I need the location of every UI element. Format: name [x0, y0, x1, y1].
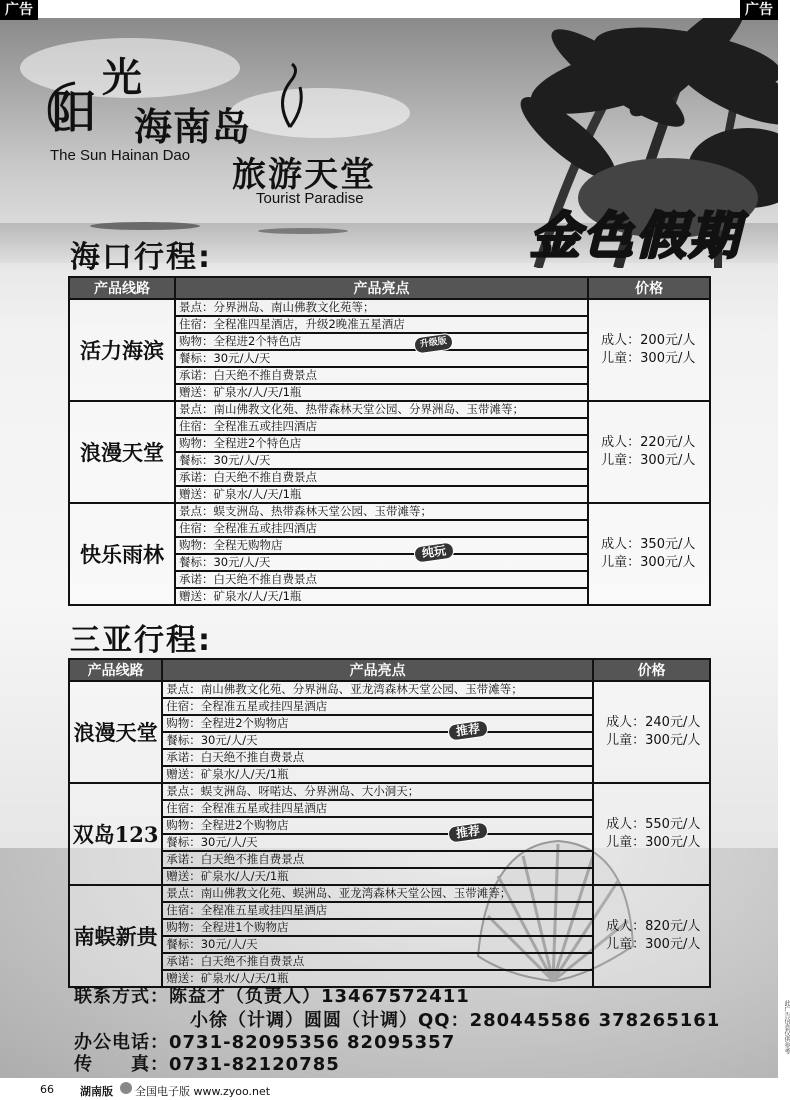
side-note: 此广告信息仅供参考: [783, 1000, 790, 1054]
adult-price: 成人：820元/人: [606, 919, 701, 934]
route-badge: 推荐: [447, 719, 489, 741]
route-price: [588, 503, 710, 605]
route-highlight: [162, 953, 593, 970]
adult-price: 成人：350元/人: [601, 537, 696, 552]
route-highlight: [162, 834, 593, 851]
route-highlight: [175, 537, 588, 561]
highlight-text: 住宿：全程准五或挂四酒店: [178, 521, 317, 535]
sanya-route-table: [68, 658, 711, 988]
flourish-ornament: [270, 62, 310, 132]
child-price: 儿童：300元/人: [606, 733, 701, 748]
route-name: 活力海滨: [69, 299, 175, 401]
route-highlight: [162, 817, 593, 841]
golden-holiday-title: 金色假期: [530, 206, 742, 265]
header-route: 产品线路: [69, 659, 162, 681]
page-number: 66: [40, 1083, 54, 1096]
highlight-text: 购物：全程无购物店: [178, 538, 283, 552]
contact-line: 小徐（计调）圆圆（计调）QQ：280445586 378265161: [190, 1010, 721, 1031]
highlight-text: 住宿：全程准五或挂四酒店: [178, 419, 317, 433]
logo-icon: [120, 1082, 132, 1094]
route-price: [588, 401, 710, 503]
highlight-text: 购物：全程进2个购物店: [166, 818, 289, 832]
highlight-text: 赠送：矿泉水/人/天/1瓶: [166, 767, 289, 781]
highlight-text: 餐标：30元/人/天: [166, 937, 258, 951]
edition-label: 湖南版: [80, 1085, 113, 1098]
island: [258, 228, 348, 234]
table-row: [69, 681, 710, 698]
highlight-text: 景点：分界洲岛、南山佛教文化苑等；: [178, 300, 375, 314]
header-price: 价格: [588, 277, 710, 299]
island: [90, 222, 200, 230]
highlight-text: 景点：南山佛教文化苑、蜈洲岛、亚龙湾森林天堂公园、玉带滩等；: [166, 886, 512, 900]
child-price: 儿童：300元/人: [601, 555, 696, 570]
logo-hainan: 海南岛: [134, 104, 252, 149]
child-price: 儿童：300元/人: [601, 351, 696, 366]
highlight-text: 住宿：全程准五星或挂四星酒店: [166, 699, 328, 713]
highlight-text: 景点：南山佛教文化苑、分界洲岛、亚龙湾森林天堂公园、玉带滩等；: [166, 682, 523, 696]
ad-label: 广告: [0, 0, 38, 20]
route-name: 双岛123: [69, 783, 162, 885]
highlight-text: 住宿：全程准四星酒店，升级2晚准五星酒店: [178, 317, 405, 331]
highlight-text: 赠送：矿泉水/人/天/1瓶: [166, 971, 289, 985]
header-price: 价格: [593, 659, 710, 681]
route-name: 快乐雨林: [69, 503, 175, 605]
route-highlight: [162, 783, 593, 800]
highlight-text: 景点：南山佛教文化苑、热带森林天堂公园、分界洲岛、玉带滩等；: [178, 402, 524, 416]
national-edition-link[interactable]: 全国电子版 www.zyoo.net: [135, 1085, 271, 1098]
child-price: 儿童：300元/人: [601, 453, 696, 468]
route-highlight: [175, 350, 588, 367]
highlight-text: 餐标：30元/人/天: [178, 555, 271, 569]
route-highlight: [175, 503, 588, 520]
route-price: [593, 783, 710, 885]
highlight-text: 住宿：全程准五星或挂四星酒店: [166, 801, 328, 815]
highlight-text: 承诺：白天绝不推自费景点: [178, 470, 317, 484]
route-highlight: [162, 681, 593, 698]
route-badge: 推荐: [447, 821, 489, 843]
logo-char-yang: 阳: [52, 87, 96, 138]
route-highlight: [162, 936, 593, 953]
route-highlight: [175, 333, 588, 350]
highlight-text: 餐标：30元/人/天: [178, 453, 271, 467]
route-name: 浪漫天堂: [69, 401, 175, 503]
route-badge: 升级版: [413, 332, 454, 354]
highlight-text: 景点：蜈支洲岛、热带森林天堂公园、玉带滩等；: [178, 504, 432, 518]
route-badge: 纯玩: [413, 541, 455, 563]
adult-price: 成人：240元/人: [606, 715, 701, 730]
highlight-text: 购物：全程进2个购物店: [166, 716, 289, 730]
route-highlight: [175, 452, 588, 469]
highlight-text: 购物：全程进2个特色店: [178, 436, 302, 450]
highlight-text: 赠送：矿泉水/人/天/1瓶: [178, 589, 302, 603]
highlight-text: 餐标：30元/人/天: [166, 733, 258, 747]
header-route: 产品线路: [69, 277, 175, 299]
header-highlights: 产品亮点: [175, 277, 588, 299]
route-highlight: [162, 698, 593, 715]
logo-tourist-paradise: 旅游天堂: [232, 155, 376, 195]
logo-char-guang: 光: [102, 54, 142, 101]
highlight-text: 赠送：矿泉水/人/天/1瓶: [166, 869, 289, 883]
highlight-text: 承诺：白天绝不推自费景点: [178, 572, 317, 586]
office-phone: 办公电话：0731-82095356 82095357: [74, 1032, 456, 1053]
route-highlight: [175, 469, 588, 486]
route-highlight: [175, 571, 588, 588]
highlight-text: 承诺：白天绝不推自费景点: [166, 750, 305, 764]
highlight-text: 承诺：白天绝不推自费景点: [178, 368, 317, 382]
table-row: [69, 503, 710, 520]
highlight-text: 住宿：全程准五星或挂四星酒店: [166, 903, 328, 917]
sanya-section-title: 三亚行程:: [70, 623, 212, 658]
route-price: [588, 299, 710, 401]
child-price: 儿童：300元/人: [606, 937, 701, 952]
highlight-text: 餐标：30元/人/天: [166, 835, 258, 849]
highlight-text: 餐标：30元/人/天: [178, 351, 271, 365]
route-highlight: [175, 588, 588, 605]
ad-label: 广告: [740, 0, 778, 20]
footer: [0, 1078, 790, 1100]
route-highlight: [162, 868, 593, 885]
adult-price: 成人：550元/人: [606, 817, 701, 832]
haikou-route-table: [68, 276, 711, 606]
route-highlight: [162, 885, 593, 902]
route-highlight: [175, 520, 588, 537]
route-highlight: [175, 435, 588, 452]
route-highlight: [175, 384, 588, 401]
route-price: [593, 885, 710, 987]
highlight-text: 赠送：矿泉水/人/天/1瓶: [178, 487, 302, 501]
route-highlight: [175, 486, 588, 503]
route-highlight: [175, 401, 588, 418]
adult-price: 成人：220元/人: [601, 435, 696, 450]
table-row: [69, 885, 710, 902]
route-highlight: [162, 800, 593, 817]
route-highlight: [162, 715, 593, 739]
table-row: [69, 299, 710, 316]
table-row: [69, 783, 710, 800]
highlight-text: 购物：全程进1个购物店: [166, 920, 289, 934]
route-price: [593, 681, 710, 783]
route-highlight: [162, 732, 593, 749]
route-highlight: [175, 316, 588, 333]
highlight-text: 承诺：白天绝不推自费景点: [166, 852, 305, 866]
route-highlight: [162, 902, 593, 919]
logo-tourist-paradise-en: Tourist Paradise: [256, 190, 364, 207]
route-name: 浪漫天堂: [69, 681, 162, 783]
table-row: [69, 401, 710, 418]
route-name: 南蜈新贵: [69, 885, 162, 987]
route-highlight: [162, 766, 593, 783]
highlight-text: 景点：蜈支洲岛、呀喏达、分界洲岛、大小洞天；: [166, 784, 420, 798]
route-highlight: [162, 749, 593, 766]
route-highlight: [175, 554, 588, 571]
highlight-text: 承诺：白天绝不推自费景点: [166, 954, 305, 968]
route-highlight: [175, 418, 588, 435]
child-price: 儿童：300元/人: [606, 835, 701, 850]
route-highlight: [175, 367, 588, 384]
header-highlights: 产品亮点: [162, 659, 593, 681]
contact-line: 联系方式：陈益才（负责人）13467572411: [74, 986, 470, 1007]
fax: 传 真：0731-82120785: [74, 1054, 340, 1075]
highlight-text: 赠送：矿泉水/人/天/1瓶: [178, 385, 302, 399]
logo-english: The Sun Hainan Dao: [50, 147, 191, 164]
route-highlight: [162, 851, 593, 868]
route-highlight: [175, 299, 588, 316]
haikou-section-title: 海口行程:: [70, 240, 212, 275]
adult-price: 成人：200元/人: [601, 333, 696, 348]
highlight-text: 购物：全程进2个特色店: [178, 334, 302, 348]
route-highlight: [162, 919, 593, 936]
cloud: [230, 88, 410, 138]
